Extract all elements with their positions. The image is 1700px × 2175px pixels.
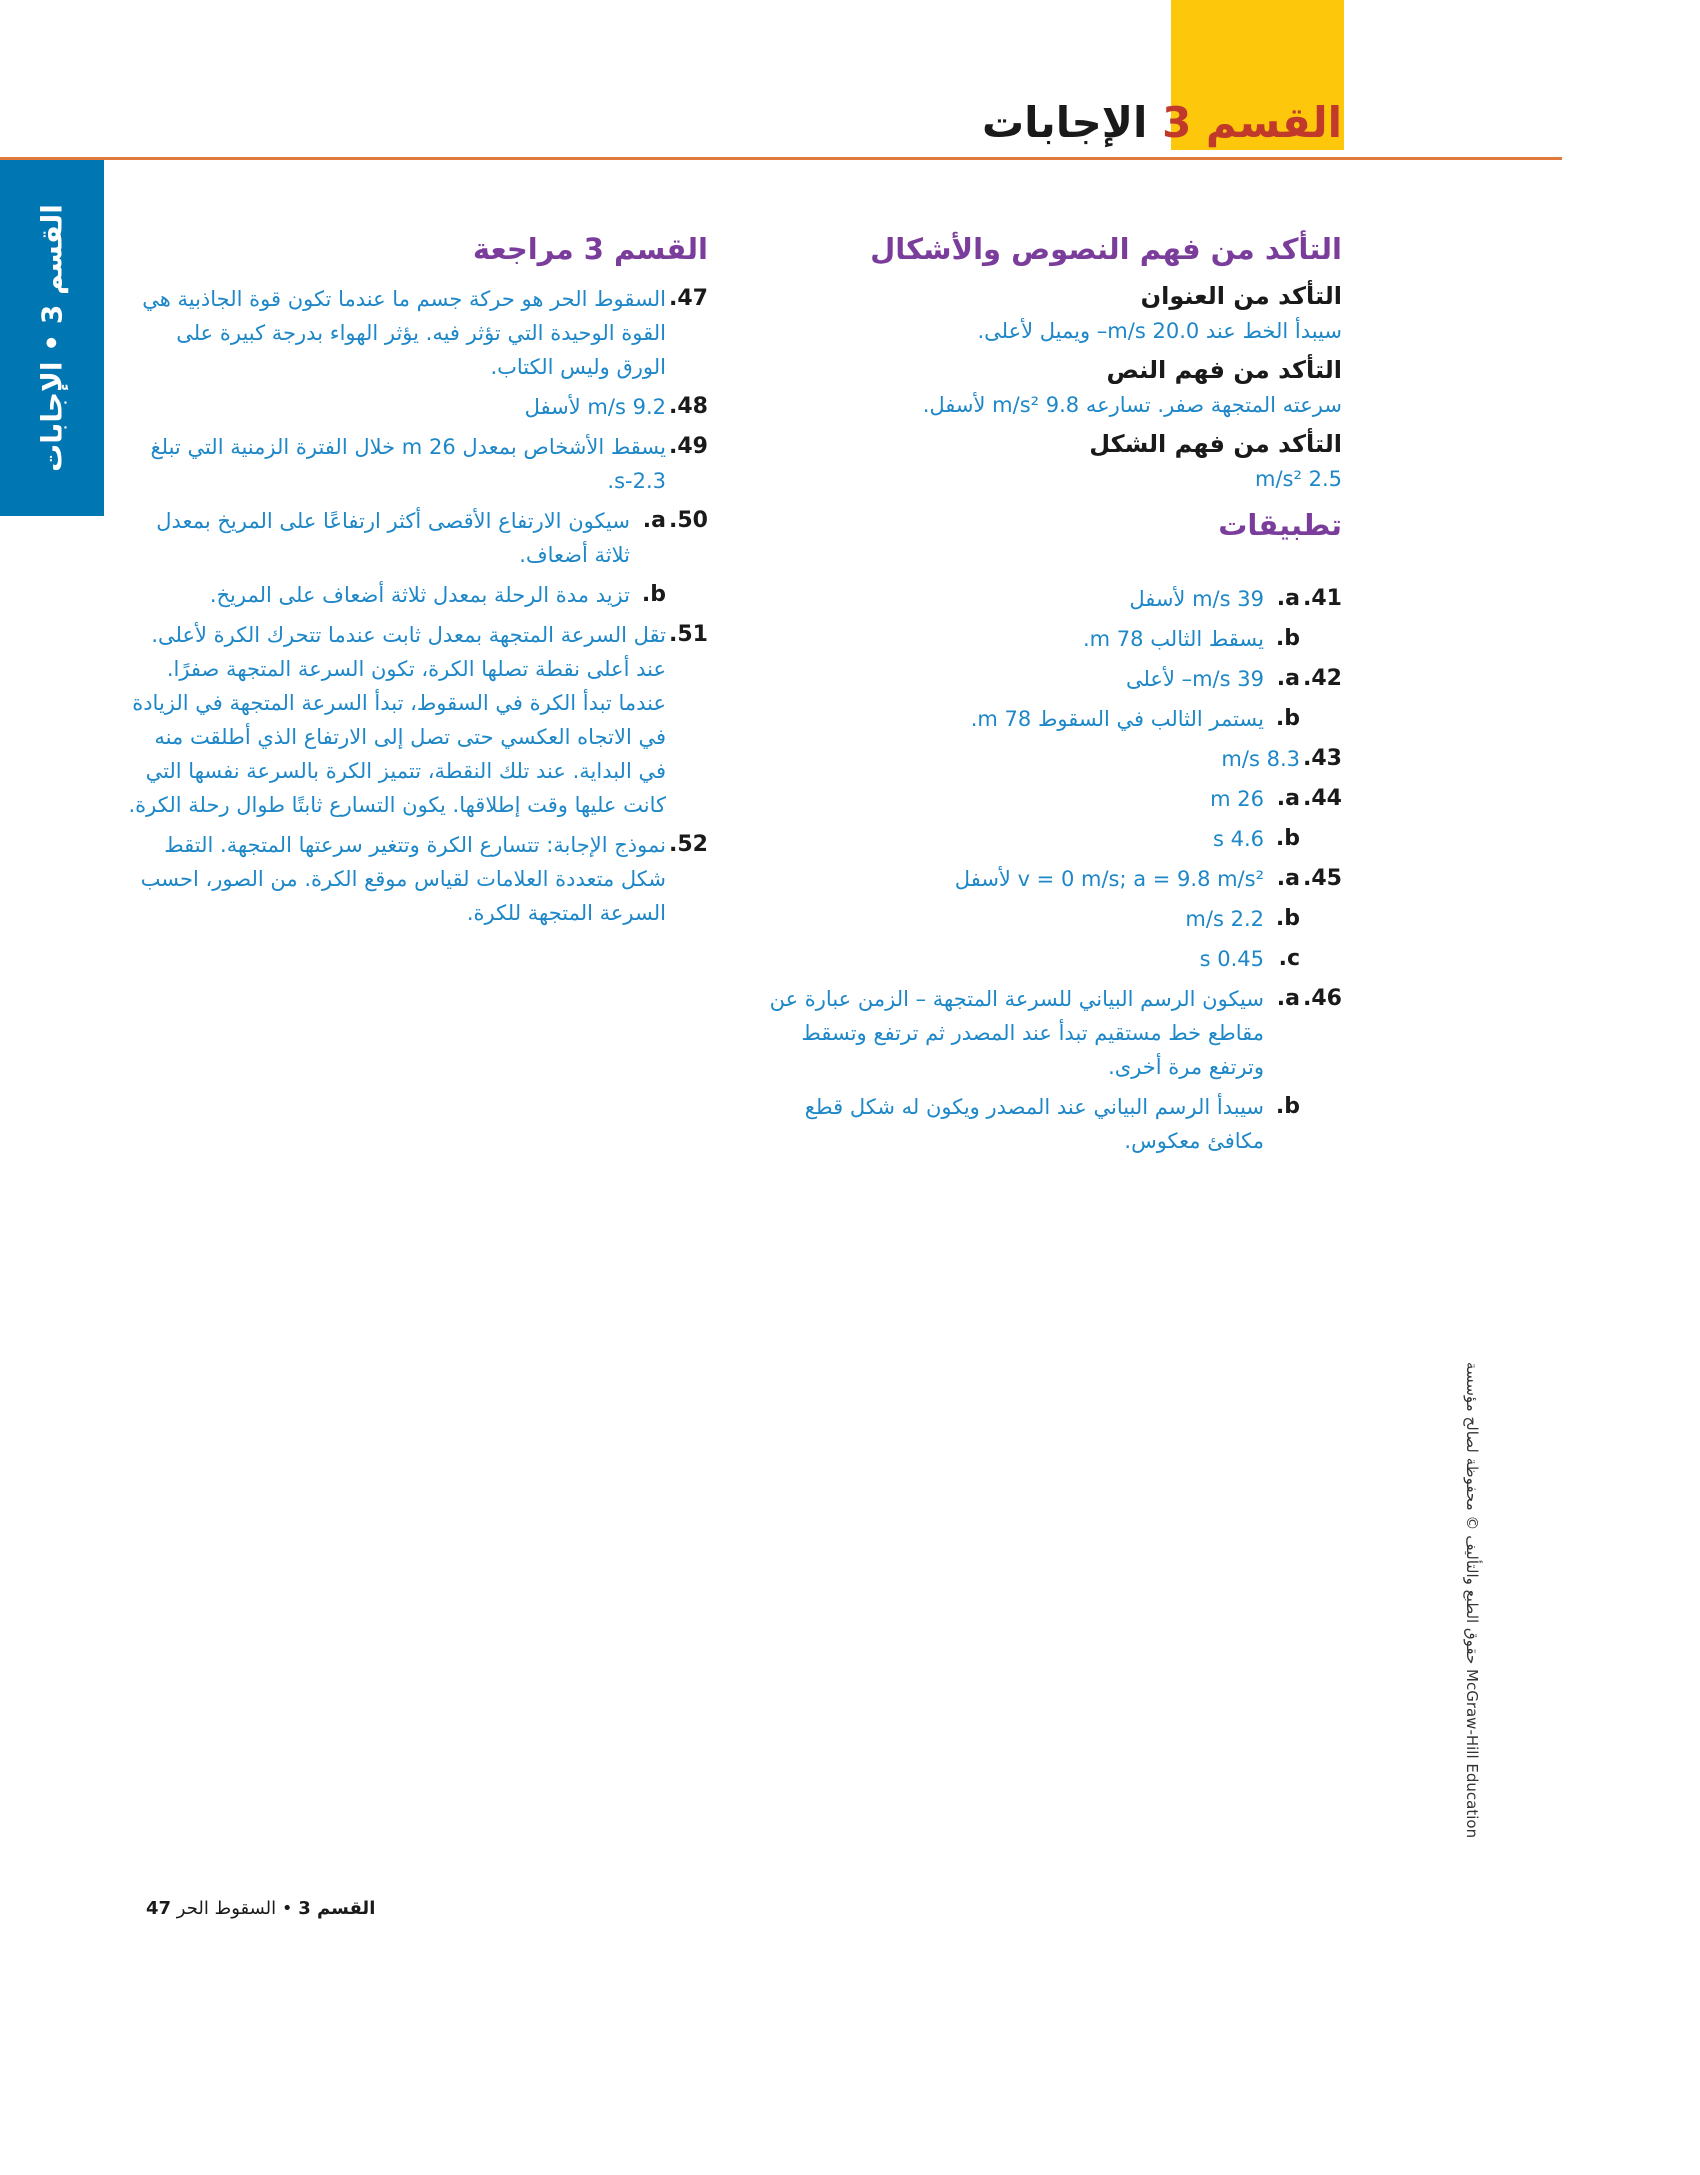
header-chapter: القسم 3 <box>1162 98 1342 147</box>
check-answer: 2.5 m/s² <box>1255 467 1342 491</box>
question-row <box>752 582 1342 616</box>
header-title: الإجابات <box>981 98 1148 147</box>
question-answer: يستمر الثالب في السقوط 78 m. <box>970 707 1264 731</box>
question-row <box>752 862 1342 896</box>
question-part: a. <box>1276 586 1300 611</box>
question-row <box>752 942 1342 976</box>
question-row <box>752 702 1342 736</box>
check-label: التأكد من فهم النص <box>1106 356 1342 384</box>
question-part: c. <box>1278 946 1300 971</box>
question-number: 49. <box>669 434 708 459</box>
question-answer: تزيد مدة الرحلة بمعدل ثلاثة أضعاف على المريخ. <box>209 583 630 607</box>
question-number: 44. <box>1303 786 1342 811</box>
page-number: 47 <box>146 1898 172 1919</box>
question-number: 51. <box>669 622 708 647</box>
question-row <box>128 282 708 384</box>
check-label: التأكد من العنوان <box>1140 282 1342 310</box>
question-part: a. <box>1276 866 1300 891</box>
question-answer: 9.2 m/s لأسفل <box>524 395 666 419</box>
question-answer: نموذج الإجابة: تتسارع الكرة وتتغير سرعتها المتجهة. التقط شكل متعددة العلامات لقياس موقع الكرة. من الصور، احسب السرعة المتجهة للكرة. <box>140 833 666 925</box>
applications-heading: تطبيقات <box>1218 508 1342 542</box>
question-row <box>128 618 708 822</box>
question-number: 43. <box>1303 746 1342 771</box>
header-rule <box>0 157 1562 160</box>
question-part: a. <box>1276 786 1300 811</box>
section-heading: التأكد من فهم النصوص والأشكال <box>870 232 1342 266</box>
review-heading: القسم 3 مراجعة <box>472 232 708 266</box>
check-answer: سرعته المتجهة صفر. تسارعه 9.8 m/s² لأسفل. <box>922 393 1342 417</box>
question-part: a. <box>642 508 666 533</box>
question-answer: سيبدأ الرسم البياني عند المصدر ويكون له شكل قطع مكافئ معكوس. <box>804 1095 1264 1153</box>
question-part: b. <box>641 582 666 607</box>
left-column <box>128 232 708 936</box>
question-row <box>752 902 1342 936</box>
question-answer: يسقط الأشخاص بمعدل 26 m خلال الفترة الزمنية التي تبلغ 2.3-s. <box>150 435 666 493</box>
question-number: 47. <box>669 286 708 311</box>
question-number: 41. <box>1303 586 1342 611</box>
question-row <box>752 742 1342 776</box>
question-part: b. <box>1275 826 1300 851</box>
question-answer: سيكون الرسم البياني للسرعة المتجهة – الزمن عبارة عن مقاطع خط مستقيم تبدأ عند المصدر ثم ترتفع وتسقط وترتفع مرة أخرى. <box>769 987 1264 1079</box>
question-part: b. <box>1275 626 1300 651</box>
question-answer: تقل السرعة المتجهة بمعدل ثابت عندما تتحرك الكرة لأعلى. عند أعلى نقطة تصلها الكرة، تكون السرعة المتجهة صفرًا. عندما تبدأ الكرة في السقوط، تبدأ السرعة المتجهة في الزيادة في الاتجاه العكسي حتى تصل إلى الارتفاع الذي أطلقت منه في البداية. عند تلك النقطة، تتميز الكرة بالسرعة نفسها التي كانت عليها وقت إطلاقها. يكون التسارع ثابتًا طوال رحلة الكرة. <box>128 623 666 817</box>
question-answer: 2.2 m/s <box>1185 907 1264 931</box>
page-header <box>981 98 1342 147</box>
question-row <box>128 504 708 572</box>
question-answer: v = 0 m/s; a = 9.8 m/s² لأسفل <box>954 867 1264 891</box>
question-row <box>752 622 1342 656</box>
check-label: التأكد من فهم الشكل <box>1089 430 1342 458</box>
footer-title: السقوط الحر <box>176 1898 277 1919</box>
footer-separator: • <box>281 1898 293 1919</box>
question-row <box>128 828 708 930</box>
question-answer: 26 m <box>1210 787 1264 811</box>
question-answer: سيكون الارتفاع الأقصى أكثر ارتفاعًا على المريخ بمعدل ثلاثة أضعاف. <box>156 509 630 567</box>
question-answer: 39 m/s لأسفل <box>1129 587 1264 611</box>
question-number: 52. <box>669 832 708 857</box>
question-row <box>128 578 708 612</box>
copyright-notice: حقوق الطبع والتأليف © محفوظة لصالح مؤسسة McGraw-Hill Education <box>1463 1361 1481 1839</box>
question-answer: 8.3 m/s <box>1221 747 1300 771</box>
question-part: b. <box>1275 906 1300 931</box>
question-row <box>128 390 708 424</box>
question-answer: يسقط الثالب 78 m. <box>1082 627 1264 651</box>
question-answer: 0.45 s <box>1199 947 1264 971</box>
question-part: b. <box>1275 706 1300 731</box>
question-row <box>752 822 1342 856</box>
question-row <box>752 662 1342 696</box>
question-row <box>752 782 1342 816</box>
question-number: 46. <box>1303 986 1342 1011</box>
footer-chapter: القسم 3 <box>298 1898 376 1919</box>
question-part: a. <box>1276 986 1300 1011</box>
check-answer: سيبدأ الخط عند 20.0 m/s– ويميل لأعلى. <box>977 319 1342 343</box>
question-row <box>128 430 708 498</box>
side-tab-label: القسم 3 • الإجابات <box>35 204 69 472</box>
question-number: 50. <box>669 508 708 533</box>
right-column <box>752 232 1342 1164</box>
question-row <box>752 982 1342 1084</box>
question-number: 45. <box>1303 866 1342 891</box>
question-part: b. <box>1275 1094 1300 1119</box>
question-number: 42. <box>1303 666 1342 691</box>
question-row <box>752 1090 1342 1158</box>
question-answer: السقوط الحر هو حركة جسم ما عندما تكون قوة الجاذبية هي القوة الوحيدة التي تؤثر فيه. يؤثر الهواء بدرجة كبيرة على الورق وليس الكتاب. <box>142 287 666 379</box>
question-number: 48. <box>669 394 708 419</box>
question-answer: 4.6 s <box>1212 827 1264 851</box>
page-footer <box>130 1898 375 1919</box>
question-part: a. <box>1276 666 1300 691</box>
question-answer: 39 m/s– لأعلى <box>1125 667 1264 691</box>
